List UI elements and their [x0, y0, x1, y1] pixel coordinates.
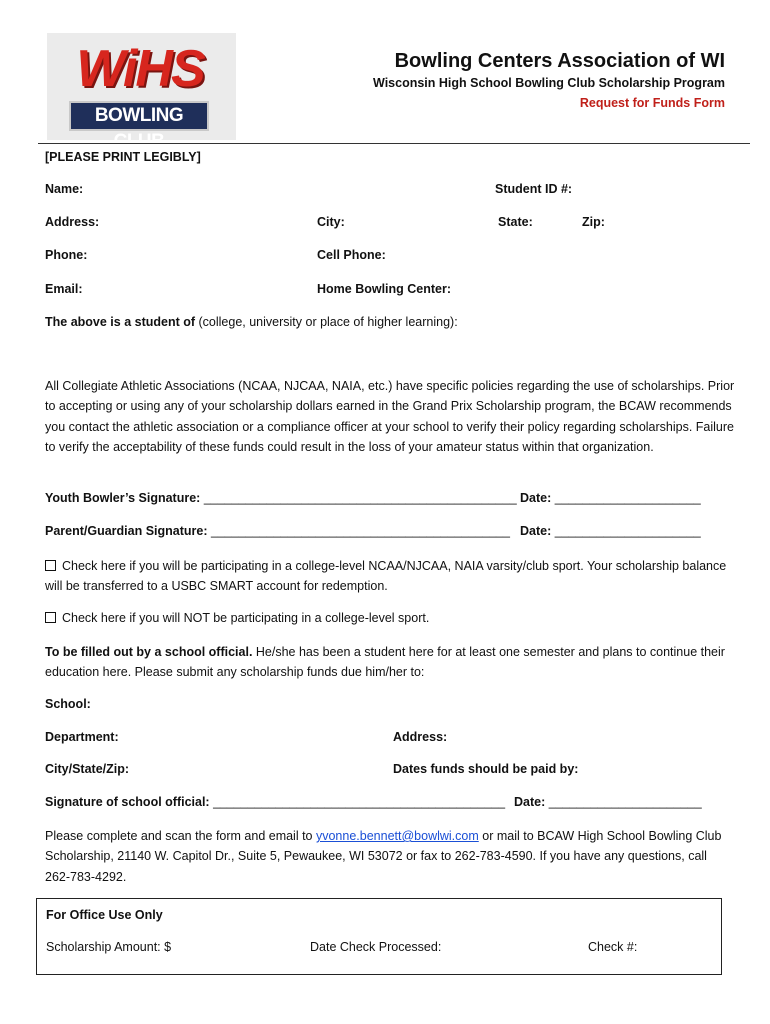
- dates-paid-field[interactable]: Dates funds should be paid by:: [393, 762, 579, 776]
- office-use-title: For Office Use Only: [46, 908, 163, 922]
- office-use-box: [36, 898, 722, 975]
- no-college-sport-option: [45, 608, 735, 628]
- program-subtitle: Wisconsin High School Bowling Club Scholarship Program: [373, 76, 725, 90]
- official-date-label: Date:: [514, 795, 546, 809]
- official-date-line[interactable]: ______________________: [548, 795, 702, 809]
- form-name: Request for Funds Form: [579, 96, 725, 110]
- youth-signature-line[interactable]: _____________________________________________: [203, 491, 517, 505]
- department-field[interactable]: Department:: [45, 730, 119, 744]
- form-title: Bowling Centers Association of WI: [394, 50, 725, 72]
- parent-date-line[interactable]: _____________________: [554, 524, 701, 538]
- student-of-field[interactable]: [45, 312, 458, 332]
- date-check-processed-field[interactable]: Date Check Processed:: [310, 940, 442, 954]
- home-bowling-center-field[interactable]: Home Bowling Center:: [317, 282, 452, 296]
- parent-signature-row[interactable]: [45, 524, 510, 538]
- check-number-field[interactable]: Check #:: [588, 940, 638, 954]
- college-sport-checkbox[interactable]: [45, 560, 56, 571]
- address-field[interactable]: Address:: [45, 215, 100, 229]
- submission-paragraph: [45, 826, 735, 887]
- parent-signature-label: Parent/Guardian Signature:: [45, 524, 208, 538]
- cell-phone-field[interactable]: Cell Phone:: [317, 248, 386, 262]
- logo-brand-text: WiHS: [76, 40, 204, 98]
- city-field[interactable]: City:: [317, 215, 345, 229]
- school-field[interactable]: School:: [45, 697, 91, 711]
- submission-after: or mail to BCAW High School Bowling Club Scholarship, 21140 W. Capitol Dr., Suite 5, Pewaukee, WI 53072 or fax to 262-783-4590. If you have any questions, call 262-783-4292.: [45, 829, 722, 884]
- policy-paragraph: All Collegiate Athletic Associations (NCAA, NJCAA, NAIA, etc.) have specific policies regarding the use of scholarships. Prior to accepting or using any of your scholarship dollars earned in the Grand Prix Scholarship program, the BCAW recommends you contact the athletic association or a compliance officer at your school to verify their policy regarding scholarships. Failure to verify the acceptability of these funds could result in the loss of your amateur status within that organization.: [45, 379, 735, 454]
- print-instructions: [PLEASE PRINT LEGIBLY]: [45, 150, 201, 164]
- scholarship-amount-field[interactable]: Scholarship Amount: $: [46, 940, 172, 954]
- official-signature-label: Signature of school official:: [45, 795, 210, 809]
- parent-date-label: Date:: [520, 524, 552, 538]
- city-state-zip-field[interactable]: City/State/Zip:: [45, 762, 130, 776]
- official-paragraph: [45, 642, 735, 683]
- school-address-field[interactable]: Address:: [393, 730, 448, 744]
- youth-signature-row[interactable]: [45, 491, 517, 505]
- submission-before: Please complete and scan the form and email to: [45, 829, 316, 843]
- youth-date-line[interactable]: _____________________: [554, 491, 701, 505]
- student-of-rest: (college, university or place of higher learning):: [195, 315, 458, 329]
- official-signature-row[interactable]: [45, 795, 505, 809]
- parent-date-row[interactable]: [520, 524, 701, 538]
- college-sport-text: Check here if you will be participating in a college-level NCAA/NJCAA, NAIA varsity/club sport. Your scholarship balance will be transferred to a USBC SMART account for redemption.: [45, 559, 727, 594]
- state-field[interactable]: State:: [498, 215, 533, 229]
- student-of-bold: The above is a student of: [45, 315, 196, 329]
- parent-signature-line[interactable]: ___________________________________________: [211, 524, 510, 538]
- official-date-row[interactable]: [514, 795, 702, 809]
- header-divider: [38, 143, 750, 144]
- official-rest: He/she has been a student here for at least one semester and plans to continue their education here. Please submit any scholarship funds due him/her to:: [45, 645, 725, 680]
- name-field[interactable]: Name:: [45, 182, 84, 196]
- official-signature-line[interactable]: __________________________________________: [213, 795, 506, 809]
- official-bold: To be filled out by a school official.: [45, 645, 253, 659]
- logo-subtitle-text: BOWLING CLUB: [69, 101, 209, 131]
- no-college-sport-text: Check here if you will NOT be participating in a college-level sport.: [62, 611, 430, 625]
- no-college-sport-checkbox[interactable]: [45, 612, 56, 623]
- wihs-logo: [47, 33, 236, 152]
- college-sport-option: [45, 556, 735, 597]
- phone-field[interactable]: Phone:: [45, 248, 88, 262]
- zip-field[interactable]: Zip:: [582, 215, 605, 229]
- contact-email-link[interactable]: yvonne.bennett@bowlwi.com: [315, 829, 479, 843]
- youth-signature-label: Youth Bowler’s Signature:: [45, 491, 201, 505]
- youth-date-label: Date:: [520, 491, 552, 505]
- youth-date-row[interactable]: [520, 491, 701, 505]
- student-id-field[interactable]: Student ID #:: [495, 182, 573, 196]
- email-field[interactable]: Email:: [45, 282, 83, 296]
